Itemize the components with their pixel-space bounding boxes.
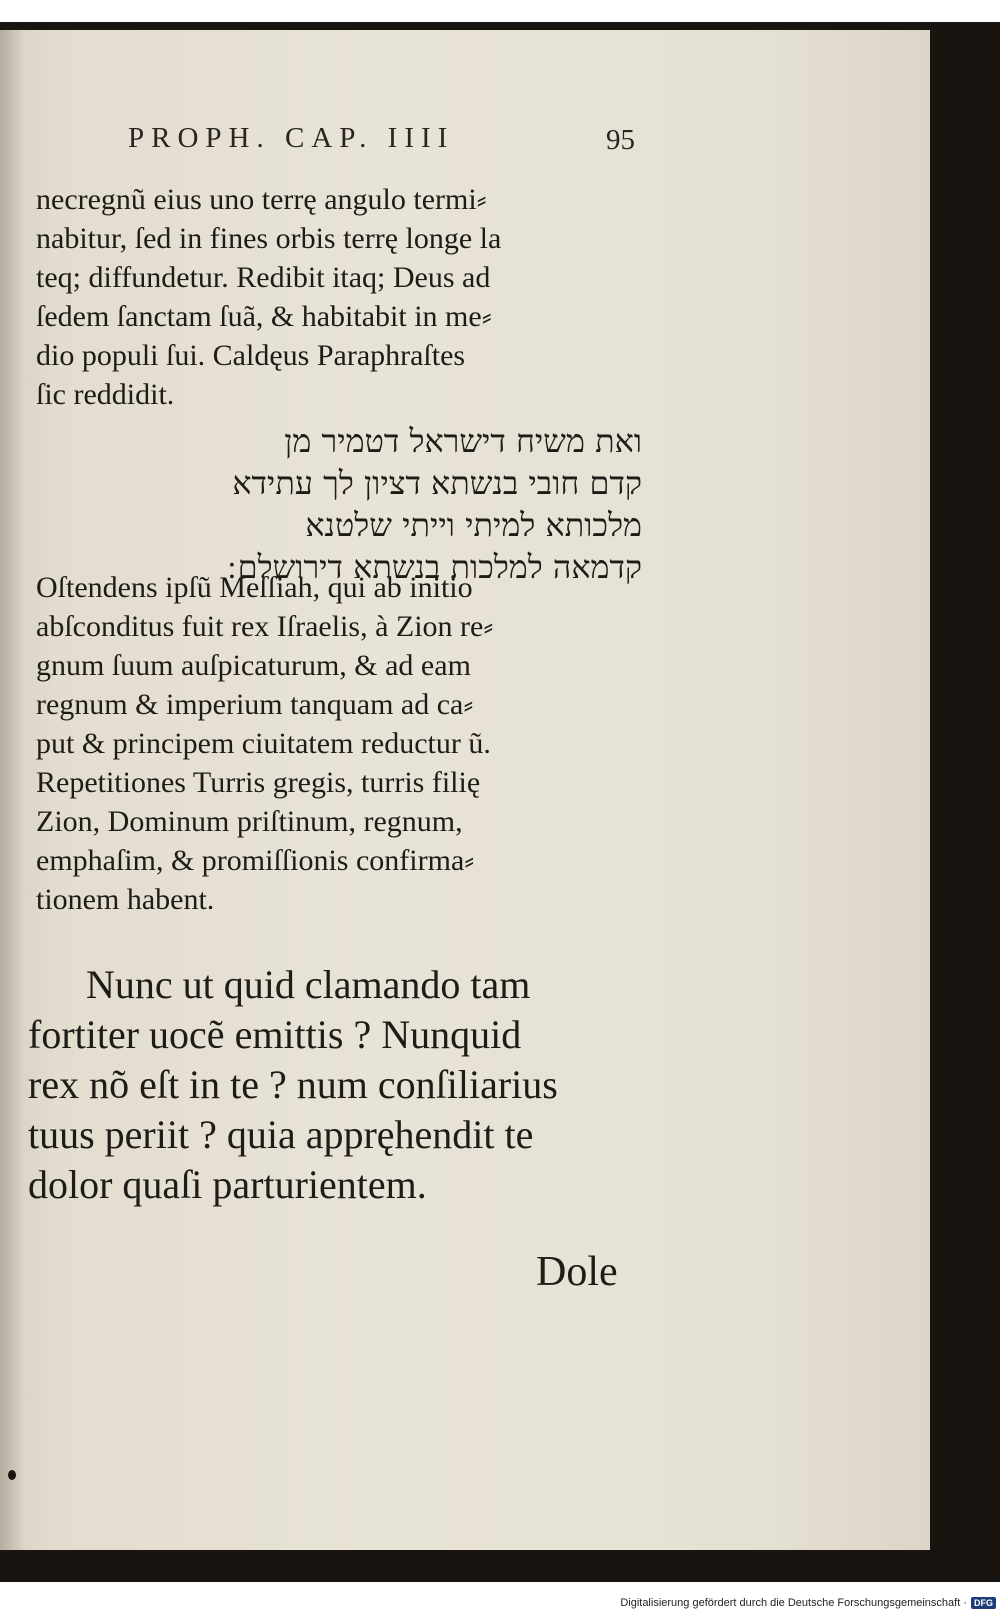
hebrew-line: קדם חובי בנשתא דציון לך עתידא [232,464,642,502]
verse-line: dolor quaſi parturientem. [28,1162,427,1207]
text-line: teq; diffundetur. Redibit itaq; Deus ad [36,261,491,294]
text-line: tionem habent. [36,883,215,916]
text-line: put & principem ciuitatem reductur ũ. [36,727,491,760]
text-line: necregnũ eius uno terrę angulo termi⸗ [36,183,487,216]
dfg-logo-icon: DFG [971,1597,996,1609]
running-head-title: PROPH. CAP. IIII [128,122,455,154]
text-line: ſedem ſanctam ſuã, & habitabit in me⸗ [36,300,492,333]
text-line: Repetitiones Turris gregis, turris filię [36,766,481,799]
hebrew-line: ואת משיח דישראל דטמיר מן [284,422,642,460]
text-line: nabitur, ſed in fines orbis terrę longe la [36,222,502,255]
text-line: abſconditus fuit rex Iſraelis, à Zion re⸗ [36,610,494,643]
scripture-verse [28,960,634,1210]
catchword: Dole [536,1249,618,1295]
verse-line: rex nõ eſt in te ? num conſiliarius [28,1062,558,1107]
credit-text: Digitalisierung gefördert durch die Deutsche Forschungsgemeinschaft · [620,1597,967,1609]
text-line: Zion, Dominum priſtinum, regnum, [36,805,463,838]
text-line: regnum & imperium tanquam ad ca⸗ [36,688,474,721]
latin-paragraph-1 [36,180,642,414]
digitization-credit [620,1594,996,1612]
verse-line: tuus periit ? quia appręhendit te [28,1112,534,1157]
book-page [0,30,930,1550]
hebrew-line: מלכותא למיתי וייתי שלטנא [305,506,642,544]
running-header [128,122,668,162]
text-line: emphaſim, & promiſſionis confirma⸗ [36,844,475,877]
text-line: ſic reddidit. [36,378,175,411]
text-line: Oſtendens ipſũ Meſſiah, qui ab initio [36,571,473,604]
page-number: 95 [606,124,635,156]
verse-line: fortiter uocẽ emittis ? Nunquid [28,1012,522,1057]
text-line: dio populi ſui. Caldęus Paraphraſtes [36,339,466,372]
verse-line: Nunc ut quid clamando tam [86,962,531,1007]
cover-mark [8,1470,16,1480]
latin-paragraph-2 [36,568,642,919]
gutter-shadow [0,30,24,1550]
hebrew-line: קדמאה למלכות בנשתא דירושלם ׃ [227,548,642,586]
hebrew-targum-quote [36,420,642,588]
text-line: gnum ſuum auſpicaturum, & ad eam [36,649,471,682]
